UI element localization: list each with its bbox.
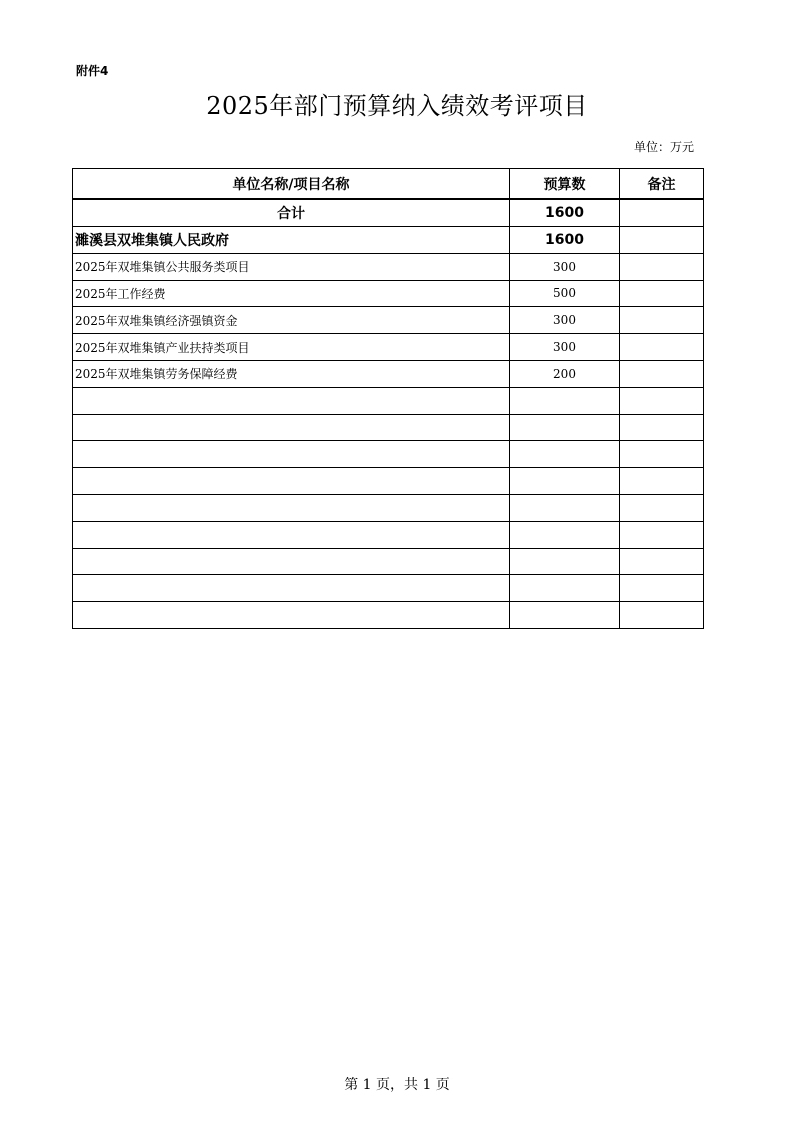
empty-cell (620, 441, 704, 468)
empty-cell (73, 548, 510, 575)
empty-row (73, 575, 704, 602)
empty-cell (73, 468, 510, 495)
item-note (620, 253, 704, 280)
item-name: 2025年工作经费 (73, 280, 510, 307)
item-note (620, 280, 704, 307)
unit-row (73, 227, 704, 254)
table-row (73, 307, 704, 334)
total-row (73, 199, 704, 227)
empty-cell (510, 494, 620, 521)
empty-row (73, 602, 704, 629)
item-amount: 500 (510, 280, 620, 307)
unit-label: 单位：万元 (633, 140, 694, 154)
page-title: 2025年部门预算纳入绩效考评项目 (206, 92, 588, 120)
item-name: 2025年双堆集镇劳务保障经费 (73, 360, 510, 387)
item-name: 2025年双堆集镇经济强镇资金 (73, 307, 510, 334)
empty-cell (510, 575, 620, 602)
empty-cell (620, 521, 704, 548)
empty-cell (510, 548, 620, 575)
empty-row (73, 441, 704, 468)
empty-cell (620, 494, 704, 521)
item-name: 2025年双堆集镇公共服务类项目 (73, 253, 510, 280)
empty-cell (73, 387, 510, 414)
item-amount: 300 (510, 307, 620, 334)
empty-cell (510, 441, 620, 468)
item-amount: 300 (510, 253, 620, 280)
total-note (620, 199, 704, 227)
empty-row (73, 494, 704, 521)
item-note (620, 307, 704, 334)
item-amount: 300 (510, 334, 620, 361)
table-row (73, 280, 704, 307)
empty-cell (620, 387, 704, 414)
empty-cell (510, 468, 620, 495)
empty-cell (73, 414, 510, 441)
empty-cell (73, 441, 510, 468)
total-label: 合计 (73, 199, 510, 227)
header-note: 备注 (620, 169, 704, 200)
unit-name: 濉溪县双堆集镇人民政府 (73, 227, 510, 254)
total-amount: 1600 (510, 199, 620, 227)
empty-cell (620, 575, 704, 602)
empty-row (73, 548, 704, 575)
empty-cell (620, 602, 704, 629)
page-footer: 第 1 页，共 1 页 (344, 1077, 450, 1093)
item-note (620, 360, 704, 387)
empty-cell (510, 414, 620, 441)
empty-cell (510, 602, 620, 629)
empty-cell (510, 387, 620, 414)
table-header-row (73, 169, 704, 200)
empty-row (73, 468, 704, 495)
empty-cell (620, 414, 704, 441)
empty-row (73, 387, 704, 414)
empty-cell (620, 468, 704, 495)
empty-cell (510, 521, 620, 548)
empty-cell (620, 548, 704, 575)
header-amount: 预算数 (510, 169, 620, 200)
attachment-label: 附件4 (76, 64, 109, 78)
empty-cell (73, 602, 510, 629)
empty-cell (73, 494, 510, 521)
empty-row (73, 414, 704, 441)
item-note (620, 334, 704, 361)
empty-cell (73, 521, 510, 548)
empty-cell (73, 575, 510, 602)
item-amount: 200 (510, 360, 620, 387)
empty-row (73, 521, 704, 548)
table-row (73, 360, 704, 387)
item-name: 2025年双堆集镇产业扶持类项目 (73, 334, 510, 361)
budget-table (72, 168, 704, 629)
table-row (73, 334, 704, 361)
unit-amount: 1600 (510, 227, 620, 254)
table-row (73, 253, 704, 280)
unit-note (620, 227, 704, 254)
header-name: 单位名称/项目名称 (73, 169, 510, 200)
